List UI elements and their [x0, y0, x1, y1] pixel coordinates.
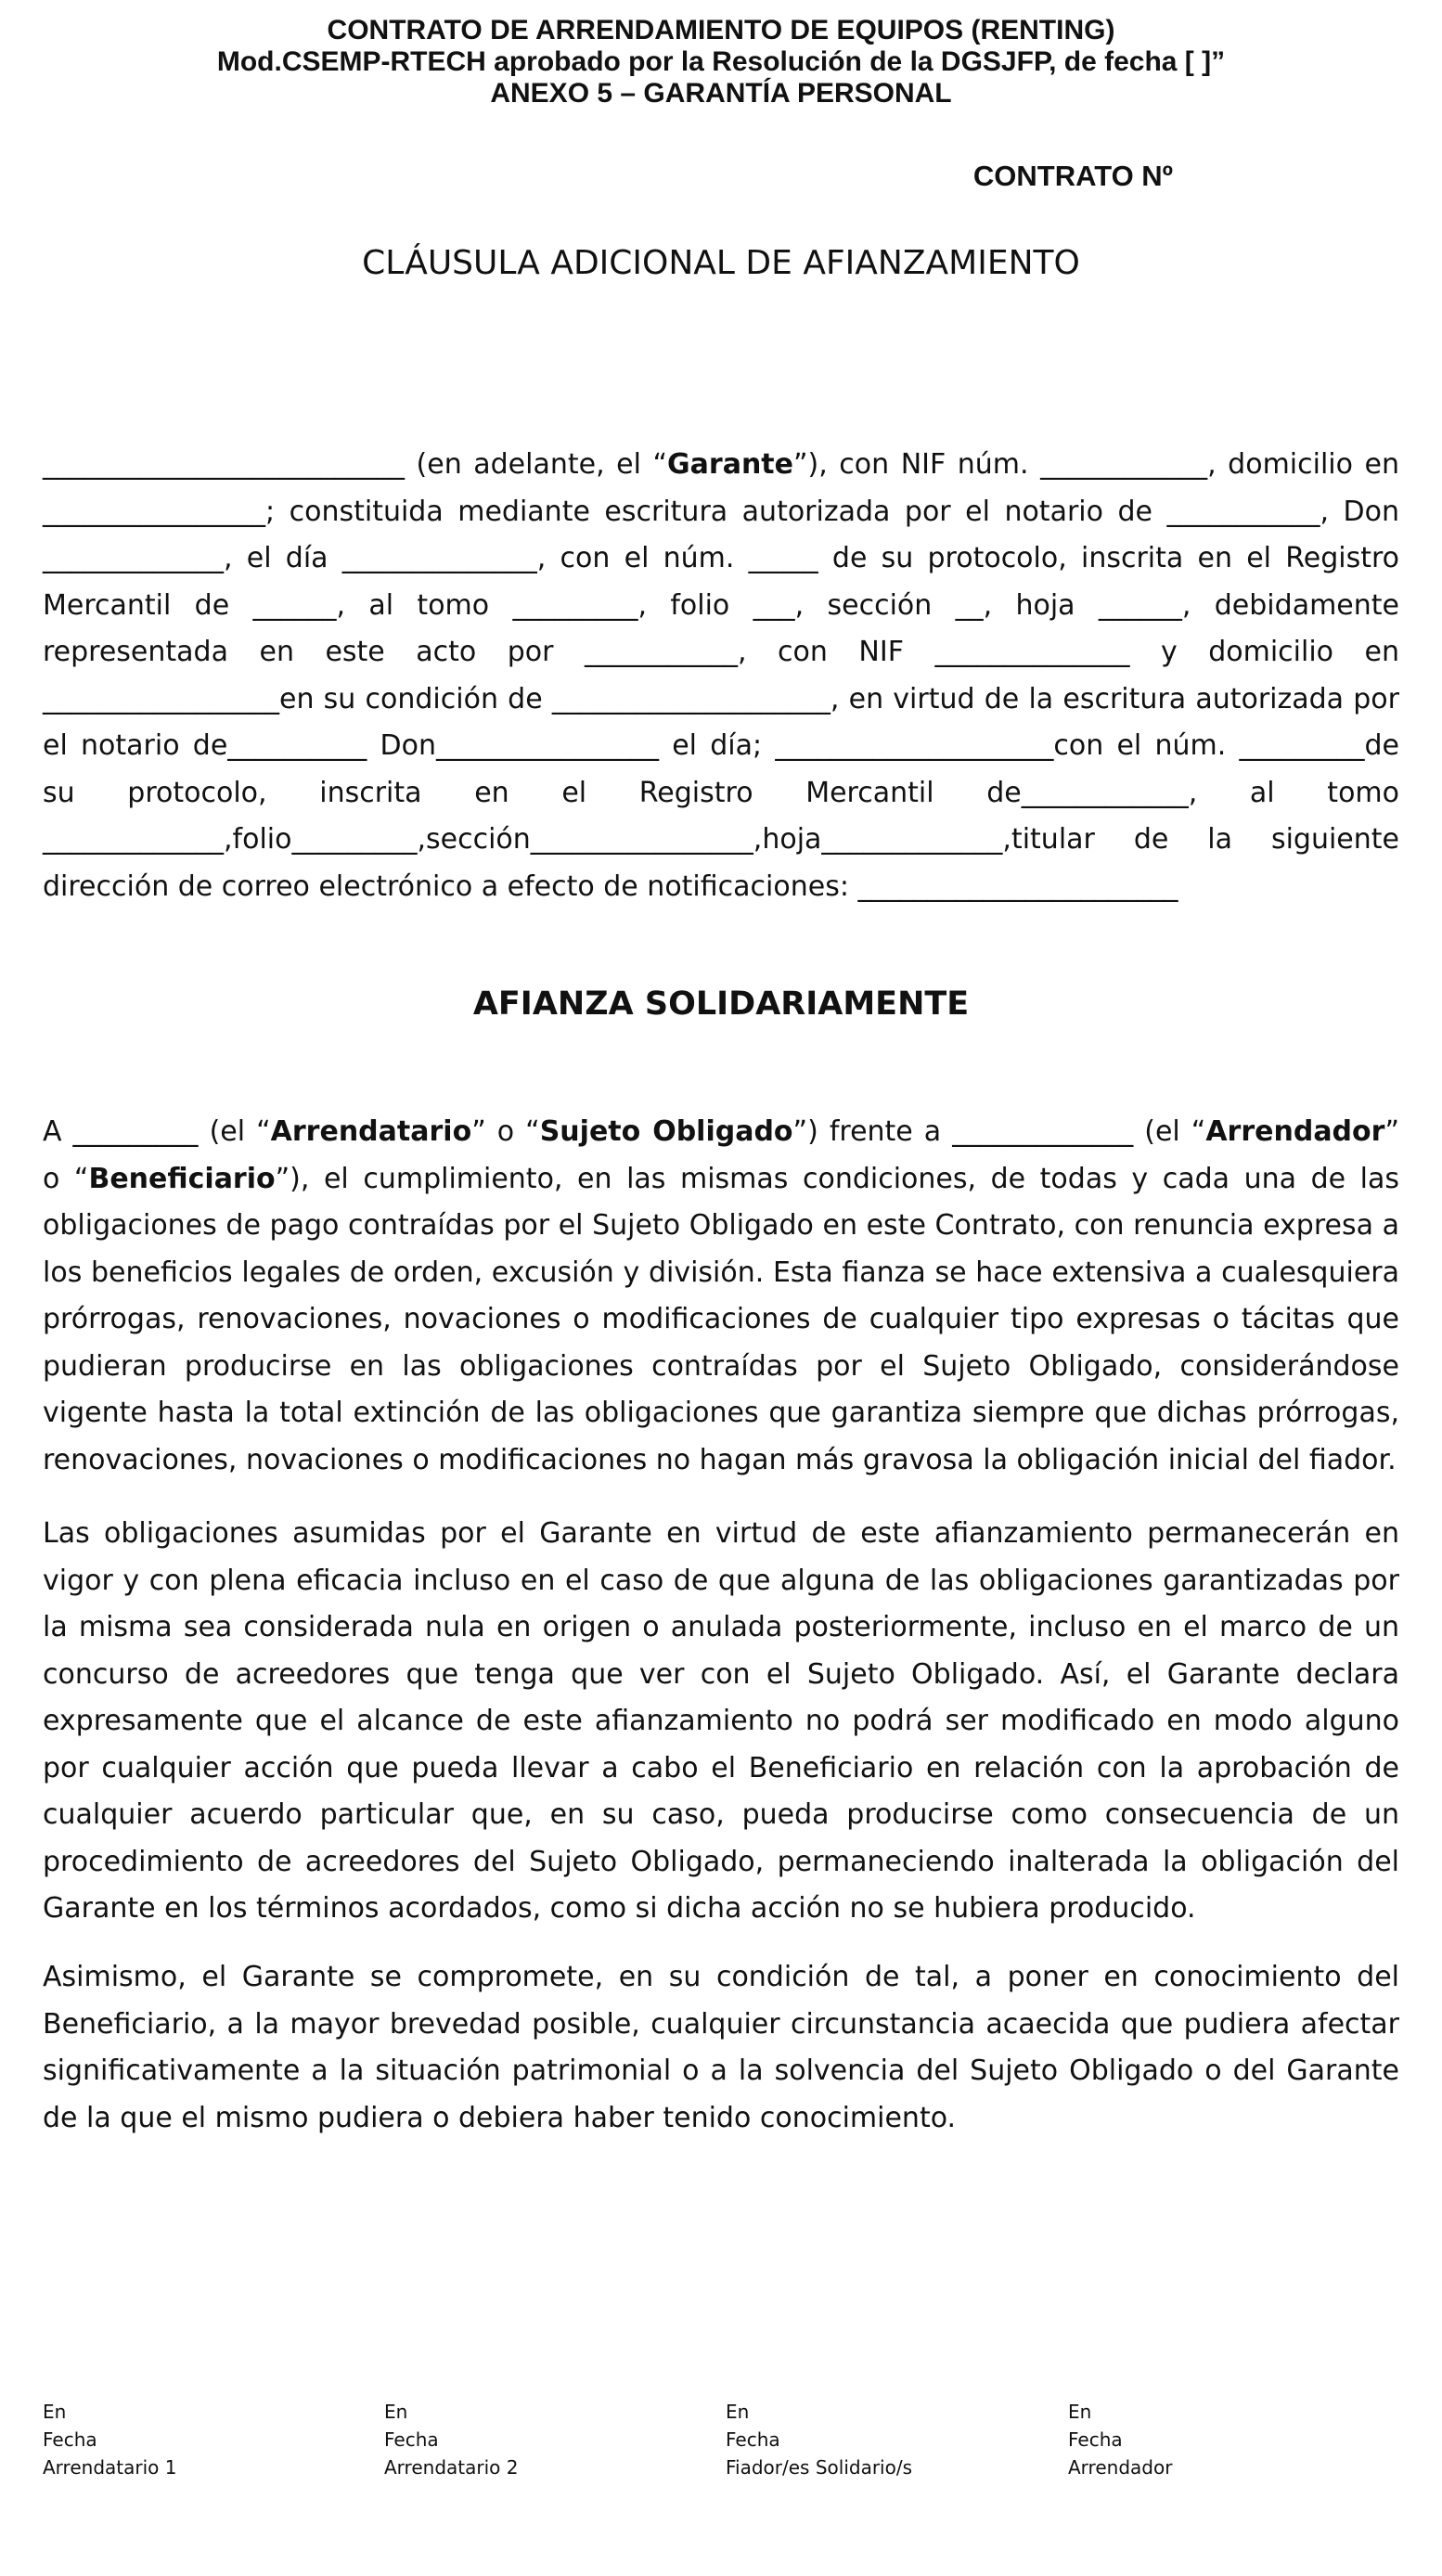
defined-term-beneficiario: Beneficiario: [88, 1162, 276, 1195]
signature-role: Fiador/es Solidario/s: [726, 2456, 913, 2479]
obligations-validity-paragraph: Las obligaciones asumidas por el Garante en virtud de este afianzamiento permanecerán en vigor y con plena eficacia incluso en el caso de que alguna de las obligaciones garantizadas por la misma sea considerada nula en origen o anulada posteriormente, incluso en el marco de un concurso de acreedores que tenga que ver con el Sujeto Obligado. Así, el Garante declara expresamente que el alcance de este afianzamiento no podrá ser modificado en modo alguno por cualquier acción que pueda llevar a cabo el Beneficiario en relación con la aprobación de cualquier acuerdo particular que, en su caso, pueda producirse como consecuencia de un procedimiento de acreedores del Sujeto Obligado, permaneciendo inalterada la obligación del Garante en los términos acordados, como si dicha acción no se hubiera producido.: [43, 1517, 1399, 1925]
text-segment: ”), el cumplimiento, en las mismas condiciones, de todas y cada una de las obligaciones de pago contraídas por el Sujeto Obligado en este Contrato, con renuncia expresa a los beneficios legales de orden, excusión y división. Esta fianza se hace extensiva a cualesquiera prórrogas, renovaciones, novaciones o modificaciones de cualquier tipo expresas o tácitas que pudieran producirse en las obligaciones contraídas por el Sujeto Obligado, considerándose vigente hasta la total extinción de las obligaciones que garantiza siempre que dichas prórrogas, renovaciones, novaciones o modificaciones no hagan más gravosa la obligación inicial del fiador.: [43, 1162, 1399, 1476]
signature-date: Fecha: [726, 2428, 780, 2451]
text-segment: ” o “: [43, 1115, 1399, 1195]
signature-place: En: [43, 2401, 67, 2423]
defined-term-arrendador: Arrendador: [1205, 1115, 1385, 1148]
signature-place: En: [726, 2401, 750, 2423]
clause-title: CLÁUSULA ADICIONAL DE AFIANZAMIENTO: [362, 244, 1080, 282]
signature-block-fiador: [726, 2398, 912, 2481]
notification-duty-paragraph: Asimismo, el Garante se compromete, en su condición de tal, a poner en conocimiento del Beneficiario, a la mayor brevedad posible, cualquier circunstancia acaecida que pudiera afectar significativamente a la situación patrimonial o a la solvencia del Sujeto Obligado o del Garante de la que el mismo pudiera o debiera haber tenido conocimiento.: [43, 1961, 1399, 2134]
signature-place: En: [384, 2401, 408, 2423]
signature-block-arrendador: [1068, 2398, 1172, 2481]
defined-term-sujeto-obligado: Sujeto Obligado: [539, 1115, 793, 1148]
text-segment: ” o “: [471, 1115, 540, 1148]
text-segment: A _________ (el “: [43, 1115, 271, 1148]
signature-date: Fecha: [384, 2428, 439, 2451]
signature-date: Fecha: [1068, 2428, 1123, 2451]
signature-block-arrendatario-2: [384, 2398, 518, 2481]
text-segment: (en adelante, el “: [405, 448, 668, 481]
header-title: CONTRATO DE ARRENDAMIENTO DE EQUIPOS (RENTING): [327, 15, 1115, 45]
signature-place: En: [1068, 2401, 1092, 2423]
defined-term-arrendatario: Arrendatario: [270, 1115, 472, 1148]
text-segment: ”) frente a _____________ (el “: [792, 1115, 1206, 1148]
contract-number-label: CONTRATO Nº: [972, 160, 1173, 192]
section-title: AFIANZA SOLIDARIAMENTE: [472, 985, 970, 1023]
signature-date: Fecha: [43, 2428, 97, 2451]
header-annex: ANEXO 5 – GARANTÍA PERSONAL: [490, 78, 952, 109]
signature-role: Arrendatario 1: [43, 2456, 177, 2479]
guarantor-name-blank: __________________________: [43, 448, 405, 481]
signature-role: Arrendatario 2: [384, 2456, 519, 2479]
guarantor-identification-paragraph: [43, 442, 1399, 910]
defined-term-garante: Garante: [667, 448, 793, 481]
signature-role: Arrendador: [1068, 2456, 1173, 2479]
signature-block-arrendatario-1: [43, 2398, 176, 2481]
header-model-reference: Mod.CSEMP-RTECH aprobado por la Resolución de la DGSJFP, de fecha [ ]”: [216, 46, 1226, 77]
text-segment: ”), con NIF núm. ____________, domicilio en ________________; constituida mediante escritura autorizada por el notario de ___________, Don _____________, el día ______________, con el núm. _____ de su protocolo, inscrita en el Registro Mercantil de ______, al tomo _________, folio ___, sección __, hoja ______, debidamente representada en este acto por ___________, con NIF ______________ y domicilio en _________________en su condición de ____________________, en virtud de la escritura autorizada por el notario de__________ Don________________ el día; ____________________con el núm. _________de su protocolo, inscrita en el Registro Mercantil de____________, al tomo _____________,folio_________,sección________________,hoja_____________,titular de la siguiente dirección de correo electrónico a efecto de notificaciones: _______________________: [43, 448, 1399, 903]
guarantee-paragraph: [43, 1109, 1399, 1484]
